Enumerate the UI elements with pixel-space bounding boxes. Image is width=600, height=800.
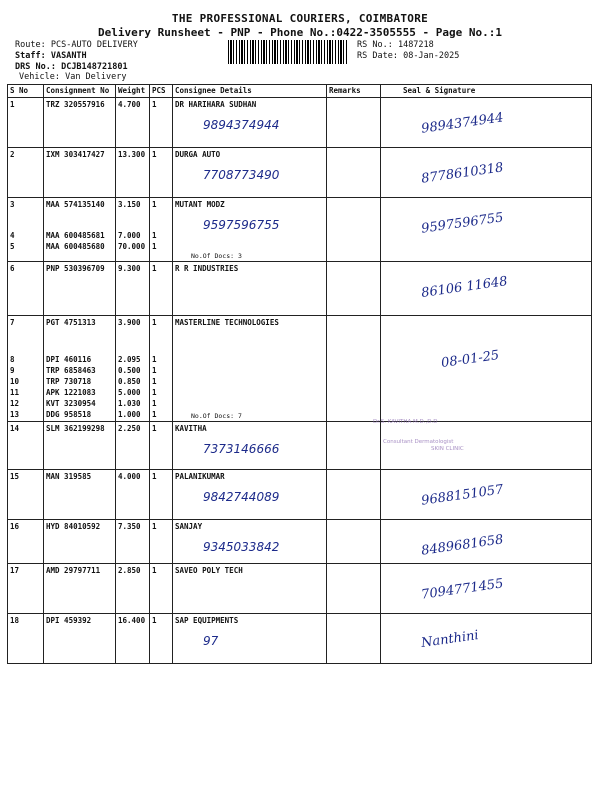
- consignment-cell-line: PNP 530396709: [46, 264, 105, 273]
- pcs-cell-line: 1: [152, 424, 157, 433]
- signature-cell: [381, 520, 592, 564]
- runsheet-subtitle: Delivery Runsheet - PNP - Phone No.:0422-3505555 - Page No.:1: [98, 26, 502, 39]
- sno-cell-line: 18: [10, 616, 20, 625]
- consignment-cell: [44, 520, 116, 564]
- consignment-cell: [44, 614, 116, 664]
- table-row: [8, 422, 592, 470]
- consignment-cell: [44, 316, 116, 422]
- route-value: PCS-AUTO DELIVERY: [50, 40, 138, 50]
- consignment-cell-line: APK 1221083: [46, 388, 96, 397]
- table-row: [8, 98, 592, 148]
- weight-cell-line: 0.850: [118, 377, 141, 386]
- weight-cell: [116, 148, 150, 198]
- sno-cell-line: 3: [10, 200, 15, 209]
- sno-cell-line: 7: [10, 318, 15, 327]
- stamp-line-1: Dr.S. KAVITHA M.D.,D.D: [373, 419, 438, 425]
- handwritten-phone: 9842744089: [203, 490, 280, 504]
- consignment-cell-line: TRZ 320557916: [46, 100, 105, 109]
- table-row: [8, 564, 592, 614]
- consignment-cell-line: IXM 303417427: [46, 150, 105, 159]
- sno-cell: [8, 470, 44, 520]
- sno-cell: [8, 316, 44, 422]
- runsheet-table: [7, 84, 592, 664]
- sno-cell-line: 2: [10, 150, 15, 159]
- pcs-cell-line: 1: [152, 100, 157, 109]
- table-row: [8, 148, 592, 198]
- pcs-cell-line: 1: [152, 377, 157, 386]
- handwritten-signature: 8778610318: [420, 160, 505, 187]
- remarks-cell: [327, 262, 381, 316]
- vehicle-line: [19, 72, 127, 82]
- staff-line: [15, 51, 87, 61]
- handwritten-phone: 9345033842: [203, 540, 280, 554]
- weight-cell-line: 2.095: [118, 355, 141, 364]
- sno-cell-line: 15: [10, 472, 20, 481]
- sno-cell-line: 6: [10, 264, 15, 273]
- weight-cell-line: 4.000: [118, 472, 141, 481]
- consignee-name: SANJAY: [175, 522, 203, 531]
- pcs-cell-line: 1: [152, 231, 157, 240]
- sno-cell: [8, 262, 44, 316]
- weight-cell-line: 70.000: [118, 242, 146, 251]
- handwritten-phone: 9597596755: [203, 218, 280, 232]
- sno-cell-line: 12: [10, 399, 20, 408]
- handwritten-signature: Nanthini: [420, 628, 480, 651]
- consignee-cell: [173, 520, 327, 564]
- signature-cell: [381, 316, 592, 422]
- consignee-name: SAP EQUIPMENTS: [175, 616, 239, 625]
- consignee-name: PALANIKUMAR: [175, 472, 225, 481]
- handwritten-phone: 9894374944: [203, 118, 280, 132]
- weight-cell-line: 3.900: [118, 318, 141, 327]
- pcs-cell-line: 1: [152, 318, 157, 327]
- doctor-stamp: [373, 419, 464, 453]
- table-row: [8, 470, 592, 520]
- consignment-cell-line: TRP 730718: [46, 377, 92, 386]
- table-row: [8, 316, 592, 422]
- col-pcs-header: PCS: [150, 85, 173, 98]
- consignee-name: SAVEO POLY TECH: [175, 566, 243, 575]
- weight-cell: [116, 614, 150, 664]
- weight-cell-line: 7.350: [118, 522, 141, 531]
- rs-no-value: 1487218: [397, 40, 434, 50]
- stamp-line-2: Consultant Dermatologist: [383, 439, 454, 445]
- handwritten-signature: 7094771455: [420, 576, 505, 603]
- consignee-name: MASTERLINE TECHNOLOGIES: [175, 318, 279, 327]
- weight-cell-line: 16.400: [118, 616, 146, 625]
- pcs-cell: [150, 148, 173, 198]
- weight-cell-line: 3.150: [118, 200, 141, 209]
- drs-line: [15, 62, 128, 72]
- handwritten-signature: 9597596755: [420, 210, 505, 237]
- consignee-cell: [173, 470, 327, 520]
- sno-cell: [8, 198, 44, 262]
- weight-cell-line: 7.000: [118, 231, 141, 240]
- consignment-cell-line: MAA 600485680: [46, 242, 105, 251]
- remarks-cell: [327, 98, 381, 148]
- pcs-cell: [150, 520, 173, 564]
- docs-count: No.Of Docs: 7: [191, 412, 242, 420]
- col-remarks-header: Remarks: [327, 85, 381, 98]
- consignment-cell-line: DPI 459392: [46, 616, 92, 625]
- company-title: THE PROFESSIONAL COURIERS, COIMBATORE: [171, 12, 429, 25]
- staff-label: Staff:: [15, 51, 46, 61]
- consignment-cell-line: AMD 29797711: [46, 566, 101, 575]
- weight-cell-line: 2.850: [118, 566, 141, 575]
- pcs-cell: [150, 564, 173, 614]
- sno-cell-line: 17: [10, 566, 20, 575]
- consignment-cell: [44, 564, 116, 614]
- signature-cell: [381, 470, 592, 520]
- handwritten-phone: 97: [203, 634, 219, 648]
- pcs-cell: [150, 422, 173, 470]
- consignee-name: R R INDUSTRIES: [175, 264, 239, 273]
- weight-cell-line: 4.700: [118, 100, 141, 109]
- signature-cell: [381, 98, 592, 148]
- handwritten-phone: 7373146666: [203, 442, 280, 456]
- consignment-cell: [44, 470, 116, 520]
- pcs-cell-line: 1: [152, 366, 157, 375]
- consignment-cell-line: PGT 4751313: [46, 318, 96, 327]
- handwritten-signature: 08-01-25: [440, 348, 501, 371]
- weight-cell: [116, 470, 150, 520]
- pcs-cell-line: 1: [152, 388, 157, 397]
- consignee-cell: [173, 564, 327, 614]
- consignee-name: KAVITHA: [175, 424, 207, 433]
- remarks-cell: [327, 564, 381, 614]
- consignment-cell: [44, 198, 116, 262]
- consignment-cell-line: KVT 3230954: [46, 399, 96, 408]
- sno-cell-line: 9: [10, 366, 15, 375]
- consignee-cell: [173, 422, 327, 470]
- handwritten-signature: 8489681658: [420, 532, 505, 559]
- pcs-cell: [150, 262, 173, 316]
- weight-cell-line: 9.300: [118, 264, 141, 273]
- pcs-cell: [150, 470, 173, 520]
- consignee-cell: [173, 262, 327, 316]
- route-line: [15, 40, 138, 50]
- remarks-cell: [327, 614, 381, 664]
- consignment-cell: [44, 422, 116, 470]
- pcs-cell-line: 1: [152, 264, 157, 273]
- sno-cell: [8, 422, 44, 470]
- pcs-cell-line: 1: [152, 616, 157, 625]
- weight-cell: [116, 262, 150, 316]
- sno-cell-line: 14: [10, 424, 20, 433]
- rs-no-label: RS No.:: [357, 40, 393, 50]
- pcs-cell-line: 1: [152, 242, 157, 251]
- consignee-cell: [173, 148, 327, 198]
- sno-cell-line: 1: [10, 100, 15, 109]
- consignee-cell: [173, 98, 327, 148]
- sno-cell: [8, 564, 44, 614]
- sno-cell: [8, 148, 44, 198]
- barcode-image: [228, 40, 348, 64]
- table-header-row: [8, 85, 592, 98]
- route-label: Route:: [15, 40, 46, 50]
- remarks-cell: [327, 148, 381, 198]
- remarks-cell: [327, 316, 381, 422]
- rs-date-label: RS Date:: [357, 51, 398, 61]
- weight-cell: [116, 564, 150, 614]
- pcs-cell-line: 1: [152, 566, 157, 575]
- table-row: [8, 198, 592, 262]
- consignee-name: DURGA AUTO: [175, 150, 221, 159]
- vehicle-value: Van Delivery: [65, 72, 127, 82]
- signature-cell: [381, 564, 592, 614]
- pcs-cell: [150, 316, 173, 422]
- signature-cell: [381, 198, 592, 262]
- rs-no-line: [357, 40, 434, 50]
- pcs-cell-line: 1: [152, 355, 157, 364]
- pcs-cell-line: 1: [152, 399, 157, 408]
- weight-cell: [116, 422, 150, 470]
- sno-cell-line: 4: [10, 231, 15, 240]
- weight-cell-line: 13.300: [118, 150, 146, 159]
- weight-cell-line: 2.250: [118, 424, 141, 433]
- remarks-cell: [327, 470, 381, 520]
- sno-cell: [8, 98, 44, 148]
- signature-cell: [381, 262, 592, 316]
- pcs-cell: [150, 98, 173, 148]
- table-row: [8, 262, 592, 316]
- sno-cell-line: 11: [10, 388, 20, 397]
- consignment-cell-line: SLM 362199298: [46, 424, 105, 433]
- sno-cell: [8, 520, 44, 564]
- handwritten-signature: 9688151057: [420, 482, 505, 509]
- remarks-cell: [327, 520, 381, 564]
- weight-cell: [116, 98, 150, 148]
- pcs-cell-line: 1: [152, 472, 157, 481]
- weight-cell-line: 0.500: [118, 366, 141, 375]
- drs-value: DCJB148721801: [61, 62, 128, 72]
- pcs-cell-line: 1: [152, 150, 157, 159]
- table-row: [8, 614, 592, 664]
- col-consignment-header: Consignment No: [44, 85, 116, 98]
- table-row: [8, 520, 592, 564]
- consignment-cell-line: DPI 460116: [46, 355, 92, 364]
- consignee-cell: [173, 198, 327, 262]
- consignee-name: MUTANT MODZ: [175, 200, 225, 209]
- weight-cell-line: 5.000: [118, 388, 141, 397]
- weight-cell-line: 1.030: [118, 399, 141, 408]
- handwritten-phone: 7708773490: [203, 168, 280, 182]
- rs-date-value: 08-Jan-2025: [403, 51, 460, 61]
- consignee-cell: [173, 614, 327, 664]
- signature-cell: [381, 148, 592, 198]
- consignment-cell-line: TRP 6858463: [46, 366, 96, 375]
- consignment-cell: [44, 98, 116, 148]
- col-weight-header: Weight: [116, 85, 150, 98]
- docs-count: No.Of Docs: 3: [191, 252, 242, 260]
- pcs-cell: [150, 198, 173, 262]
- consignment-cell-line: MAA 574135140: [46, 200, 105, 209]
- sno-cell-line: 16: [10, 522, 20, 531]
- handwritten-signature: 9894374944: [420, 110, 505, 137]
- consignment-cell-line: MAA 600485681: [46, 231, 105, 240]
- weight-cell: [116, 198, 150, 262]
- handwritten-signature: 86106 11648: [420, 274, 509, 301]
- consignment-cell-line: HYD 84010592: [46, 522, 101, 531]
- sno-cell: [8, 614, 44, 664]
- pcs-cell-line: 1: [152, 522, 157, 531]
- consignment-cell-line: DDG 958518: [46, 410, 92, 419]
- vehicle-label: Vehicle:: [19, 72, 60, 82]
- sno-cell-line: 13: [10, 410, 20, 419]
- stamp-line-3: SKIN CLINIC: [431, 446, 464, 452]
- signature-cell: [381, 614, 592, 664]
- col-sno-header: S No: [8, 85, 44, 98]
- consignment-cell: [44, 148, 116, 198]
- consignment-cell: [44, 262, 116, 316]
- sno-cell-line: 10: [10, 377, 20, 386]
- staff-value: VASANTH: [50, 51, 87, 61]
- consignment-cell-line: MAN 319585: [46, 472, 92, 481]
- consignee-name: DR HARIHARA SUDHAN: [175, 100, 257, 109]
- drs-label: DRS No.:: [15, 62, 56, 72]
- col-consignee-header: Consignee Details: [173, 85, 327, 98]
- pcs-cell-line: 1: [152, 410, 157, 419]
- sno-cell-line: 8: [10, 355, 15, 364]
- remarks-cell: [327, 198, 381, 262]
- col-signature-header: Seal & Signature: [381, 85, 592, 98]
- sno-cell-line: 5: [10, 242, 15, 251]
- weight-cell-line: 1.000: [118, 410, 141, 419]
- pcs-cell-line: 1: [152, 200, 157, 209]
- weight-cell: [116, 520, 150, 564]
- weight-cell: [116, 316, 150, 422]
- rs-date-line: [357, 51, 459, 61]
- consignee-cell: [173, 316, 327, 422]
- pcs-cell: [150, 614, 173, 664]
